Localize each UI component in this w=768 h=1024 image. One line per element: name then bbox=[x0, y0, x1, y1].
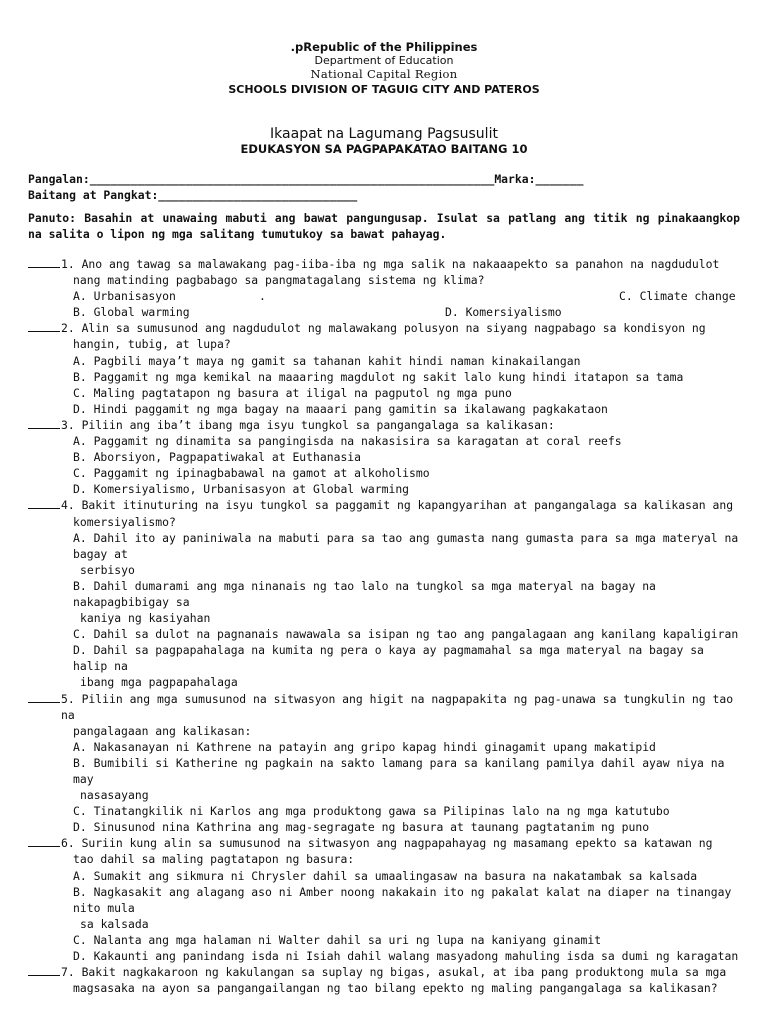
option-choice-cont: nito mula bbox=[73, 900, 135, 915]
option-choice[interactable]: A. Paggamit ng dinamita sa pangingisda na nakasisira sa karagatan at coral reefs bbox=[73, 434, 622, 449]
question-item bbox=[28, 964, 748, 980]
header-division: SCHOOLS DIVISION OF TAGUIG CITY AND PATEROS bbox=[228, 83, 540, 96]
option-choice-cont: halip na bbox=[73, 659, 128, 674]
option-choice-cont: nakapagbibigay sa bbox=[73, 594, 190, 609]
option-choice[interactable]: B. Paggamit ng mga kemikal na maaaring magdulot ng sakit lalo kung hindi itatapon sa tama bbox=[73, 369, 684, 384]
answer-blank[interactable] bbox=[28, 964, 60, 976]
answer-blank[interactable] bbox=[28, 835, 60, 847]
option-choice[interactable]: B. Dahil dumarami ang mga ninanais ng tao lalo na tungkol sa mga materyal na bagay na bbox=[73, 578, 656, 593]
option-row bbox=[28, 288, 748, 304]
question-text-cont: pangalagaan ang kalikasan: bbox=[73, 723, 252, 738]
option-choice[interactable]: C. Tinatangkilik ni Karlos ang mga produktong gawa sa Pilipinas lalo na ng mga katutubo bbox=[73, 804, 670, 819]
option-choice[interactable]: C. Climate change bbox=[619, 289, 736, 304]
question-item bbox=[28, 835, 748, 851]
option-choice[interactable]: A. Sumakit ang sikmura ni Chrysler dahil sa umaalingasaw na basura na nakatambak sa kalsada bbox=[73, 868, 698, 883]
option-choice[interactable]: D. Komersiyalismo bbox=[445, 305, 562, 320]
option-choice-cont: kaniya ng kasiyahan bbox=[80, 611, 211, 626]
option-choice[interactable]: B. Aborsiyon, Pagpapatiwakal at Euthanasia bbox=[73, 450, 362, 465]
question-text-cont: komersiyalismo? bbox=[73, 514, 176, 529]
option-choice[interactable]: A. Urbanisasyon bbox=[73, 289, 176, 304]
option-choice[interactable]: D. Hindi paggamit ng mga bagay na maaari pang gamitin sa ikalawang pagkakataon bbox=[73, 401, 608, 416]
option-choice[interactable]: D. Kakaunti ang panindang isda ni Isiah dahil walang masyadong mahuling isda sa dumi ng karagatan bbox=[73, 949, 739, 964]
name-score-field[interactable]: Pangalan:___________________________________________________________Marka:_______ bbox=[28, 172, 584, 186]
option-choice[interactable] bbox=[259, 304, 445, 320]
option-choice-cont: ibang mga pagpapahalaga bbox=[80, 675, 238, 690]
header-department: Department of Education bbox=[314, 54, 454, 67]
question-item bbox=[28, 497, 748, 513]
header-region: National Capital Region bbox=[310, 67, 458, 81]
option-choice[interactable]: A. Dahil ito ay paniniwala na mabuti para sa tao ang gumasta nang gumasta para sa mga materyal na bbox=[73, 530, 739, 545]
question-item bbox=[28, 691, 748, 723]
question-text-cont: nang matinding pagbabago sa pangmatagalang sistema ng klima? bbox=[73, 273, 485, 288]
question-text-cont: tao dahil sa maling pagtatapon ng basura: bbox=[73, 852, 355, 867]
header-republic: .pRepublic of the Philippines bbox=[290, 40, 478, 54]
answer-blank[interactable] bbox=[28, 320, 60, 332]
grade-section-field[interactable]: Baitang at Pangkat:_____________________________ bbox=[28, 188, 358, 202]
option-choice[interactable]: C. Dahil sa dulot na pagnanais nawawala sa isipan ng tao ang pangalagaan ang kanilang kapaligiran bbox=[73, 627, 739, 642]
question-text: 7. Bakit nagkakaroon ng kakulangan sa suplay ng bigas, asukal, at iba pang produktong mula sa mga bbox=[61, 965, 727, 980]
option-choice[interactable]: B. Nagkasakit ang alagang aso ni Amber noong nakakain ito ng pakalat kalat na diaper na tinangay bbox=[73, 884, 732, 899]
option-choice-cont: sa kalsada bbox=[80, 916, 149, 931]
question-list bbox=[28, 256, 748, 996]
option-choice-cont: nasasayang bbox=[80, 788, 149, 803]
question-item bbox=[28, 417, 748, 433]
option-choice[interactable]: D. Sinusunod nina Kathrina ang mag-segragate ng basura at taunang pagtatanim ng puno bbox=[73, 820, 650, 835]
option-choice[interactable]: B. Global warming bbox=[73, 305, 190, 320]
question-text: 1. Ano ang tawag sa malawakang pag-iiba-iba ng mga salik na nakaaapekto sa panahon na nagdudulot bbox=[61, 257, 720, 271]
exam-title: Ikaapat na Lagumang Pagsusulit bbox=[270, 126, 498, 142]
exam-subject: EDUKASYON SA PAGPAPAKATAO BAITANG 10 bbox=[240, 142, 528, 156]
option-choice[interactable]: . bbox=[259, 289, 266, 304]
option-choice[interactable]: A. Pagbili maya’t maya ng gamit sa tahanan kahit hindi naman kinakailangan bbox=[73, 353, 581, 368]
answer-blank[interactable] bbox=[28, 497, 60, 509]
instructions: Panuto: Basahin at unawaing mabuti ang bawat pangungusap. Isulat sa patlang ang titik ng pinakaangkop na salita o lipon ng mga salitang tumutukoy sa bawat pahayag. bbox=[28, 211, 740, 241]
option-choice[interactable]: B. Bumibili si Katherine ng pagkain na sakto lamang para sa kanilang pamilya dahil ayaw niya na may bbox=[73, 755, 725, 786]
option-choice[interactable]: C. Maling pagtatapon ng basura at iligal na pagputol ng mga puno bbox=[73, 385, 512, 400]
question-text-cont: magsasaka na ayon sa pangangailangan ng tao bilang epekto ng maling pangangalaga sa kalikasan? bbox=[73, 981, 718, 996]
question-text: 2. Alin sa sumusunod ang nagdudulot ng malawakang polusyon na siyang nagpabago sa kondisyon ng bbox=[61, 321, 706, 336]
option-choice-cont: bagay at bbox=[73, 546, 128, 561]
question-item bbox=[28, 256, 748, 272]
question-text: 3. Piliin ang iba’t ibang mga isyu tungkol sa pangangalaga sa kalikasan: bbox=[61, 417, 555, 432]
answer-blank[interactable] bbox=[28, 256, 60, 268]
answer-blank[interactable] bbox=[28, 417, 60, 429]
option-choice[interactable]: C. Nalanta ang mga halaman ni Walter dahil sa uri ng lupa na kaniyang ginamit bbox=[73, 932, 602, 947]
option-choice[interactable]: C. Paggamit ng ipinagbabawal na gamot at alkoholismo bbox=[73, 466, 430, 481]
option-choice[interactable] bbox=[445, 288, 619, 304]
option-choice-cont: serbisyo bbox=[80, 562, 135, 577]
question-text-cont: hangin, tubig, at lupa? bbox=[73, 337, 231, 352]
question-item bbox=[28, 320, 748, 336]
question-text: 6. Suriin kung alin sa sumusunod na sitwasyon ang nagpapahayag ng masamang epekto sa katawan ng bbox=[61, 836, 713, 851]
option-choice[interactable]: D. Komersiyalismo, Urbanisasyon at Global warming bbox=[73, 482, 410, 497]
option-choice[interactable]: D. Dahil sa pagpapahalaga na kumita ng pera o kaya ay pagmamahal sa mga materyal na bagay sa bbox=[73, 643, 704, 658]
option-row bbox=[28, 304, 748, 320]
option-choice[interactable]: A. Nakasanayan ni Kathrene na patayin ang gripo kapag hindi ginagamit upang makatipid bbox=[73, 739, 656, 754]
answer-blank[interactable] bbox=[28, 691, 60, 703]
question-text: 5. Piliin ang mga sumusunod na sitwasyon ang higit na nagpapakita ng pag-unawa sa tungkulin ng tao na bbox=[61, 691, 734, 722]
question-text: 4. Bakit itinuturing na isyu tungkol sa paggamit ng kapangyarihan at pangangalaga sa kalikasan ang bbox=[61, 498, 734, 513]
